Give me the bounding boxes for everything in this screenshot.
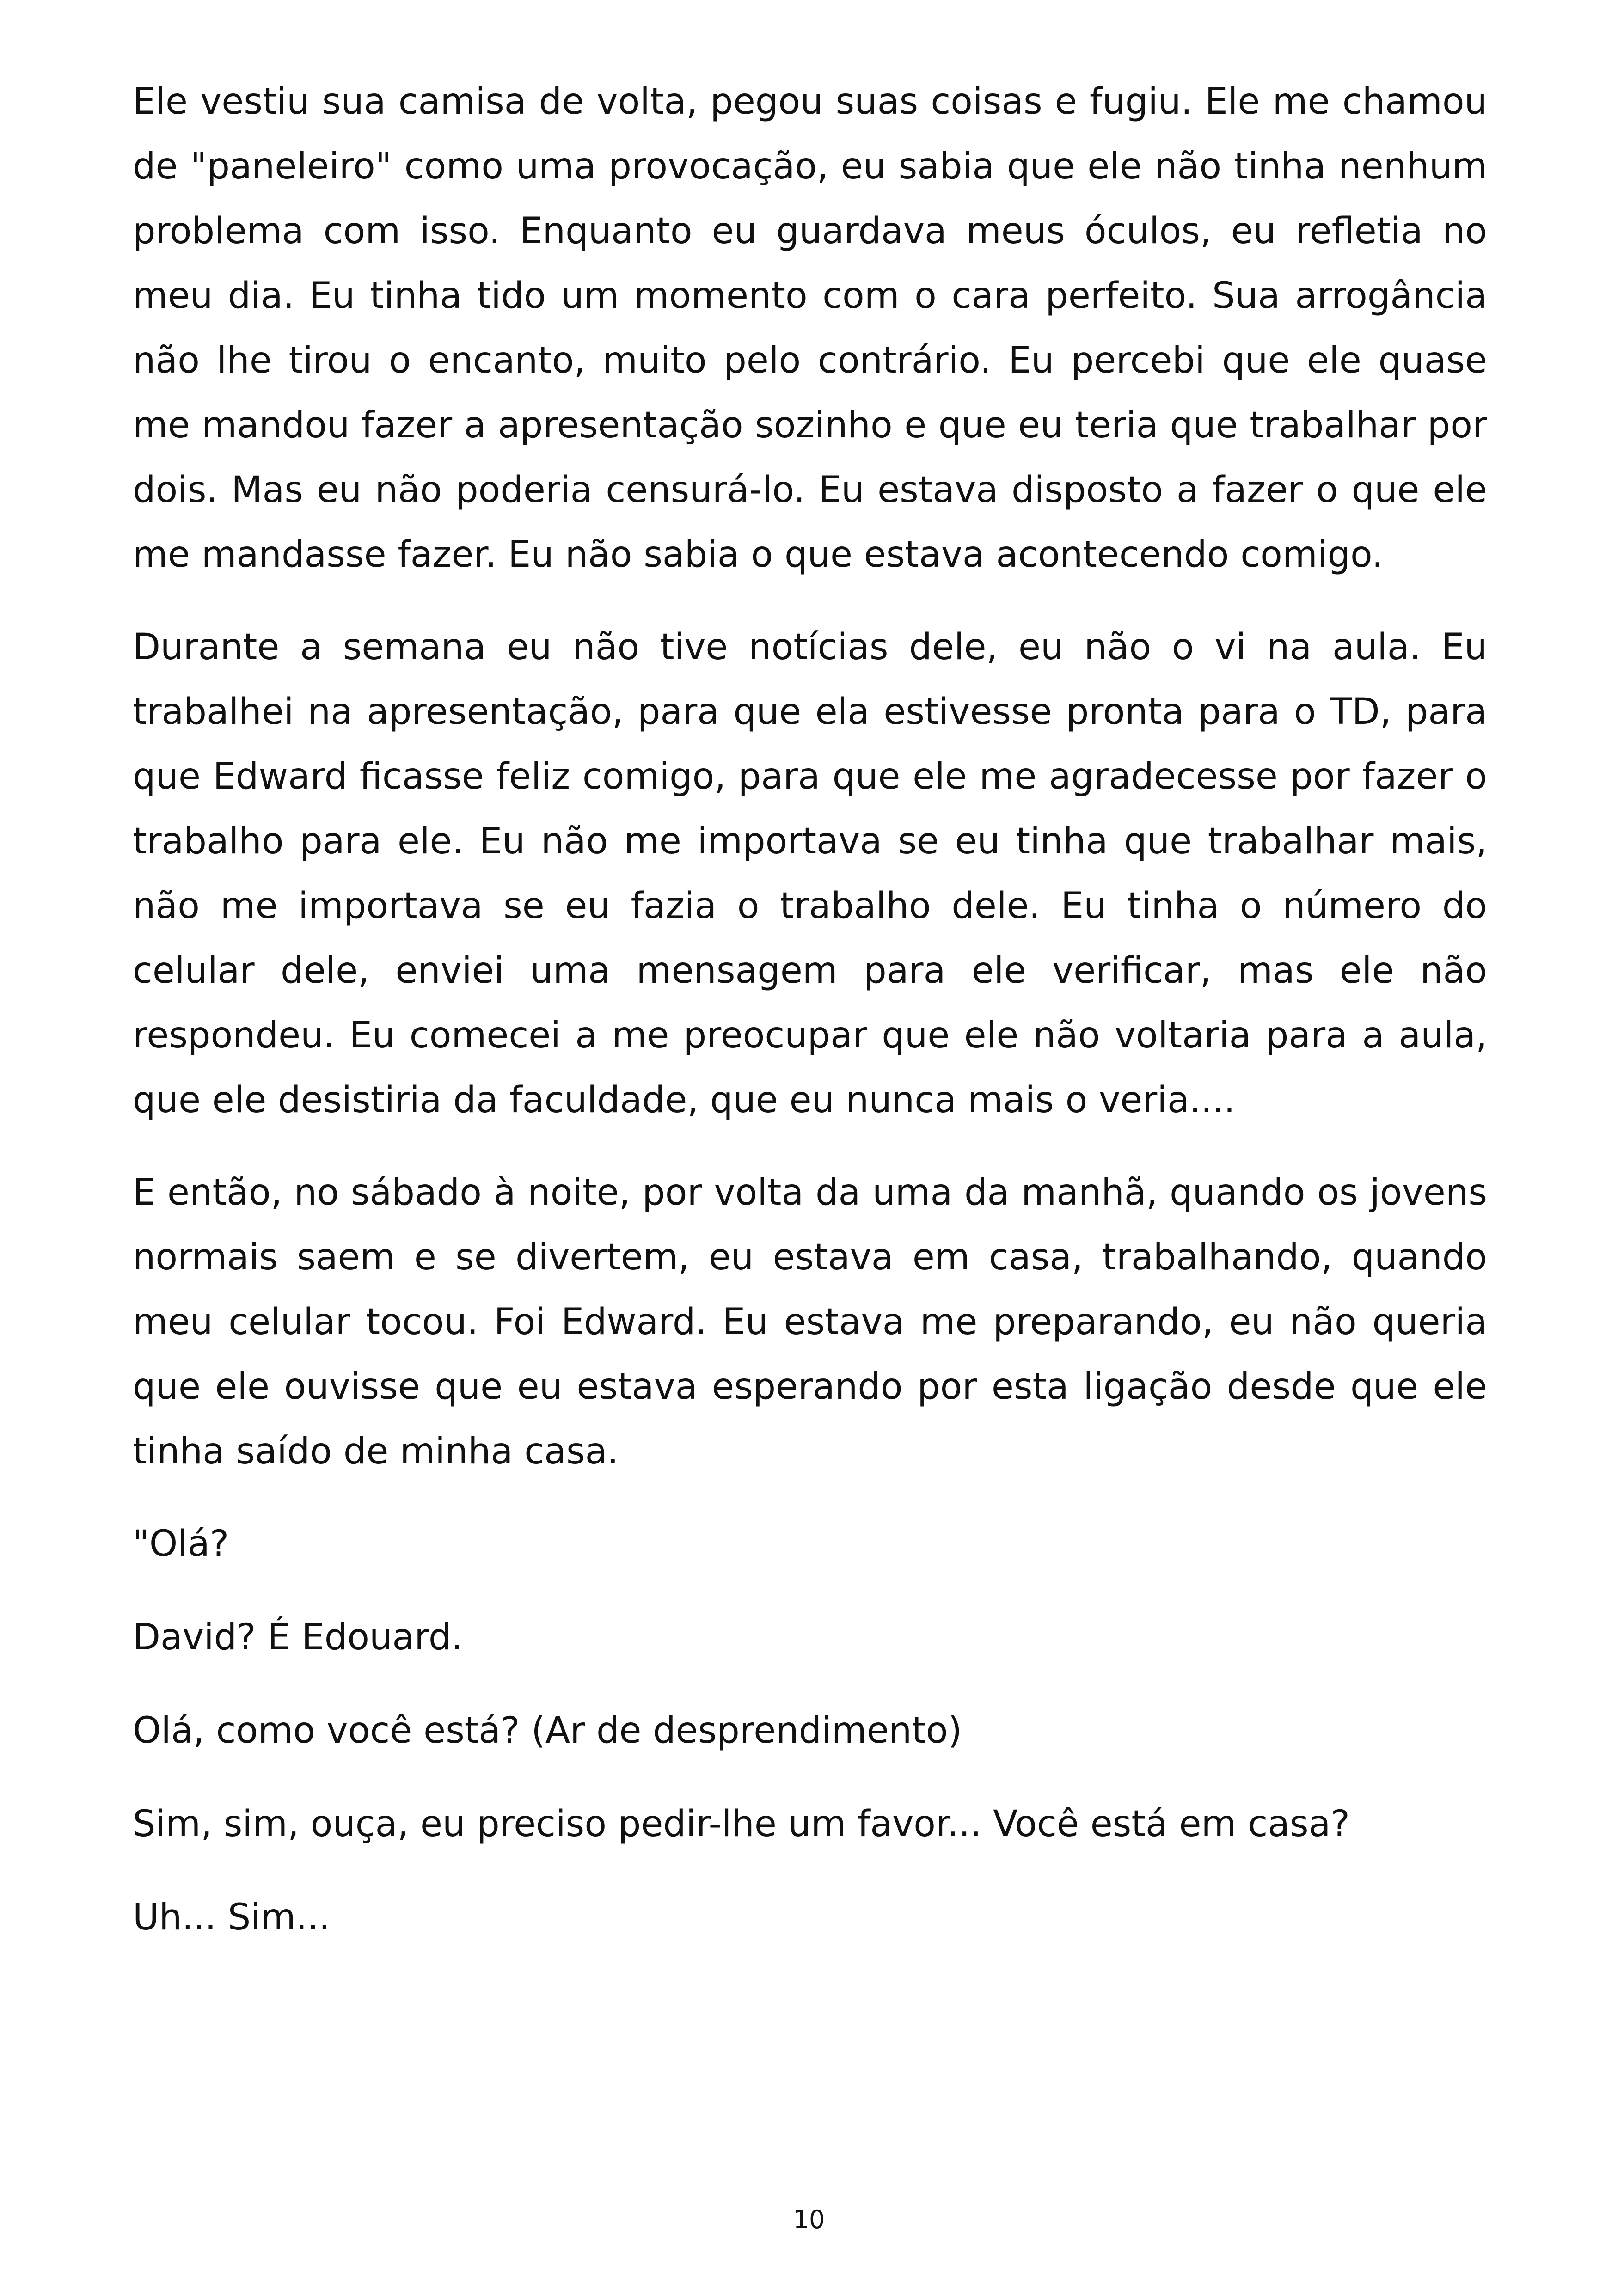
page-number: 10	[793, 2205, 825, 2234]
paragraph-2: Durante a semana eu não tive notícias dele, eu não o vi na aula. Eu trabalhei na apresentação, para que ela estivesse pronta para o TD, para que Edward ficasse feliz comigo, para que ele me agradecesse por fazer o trabalho para ele. Eu não me importava se eu tinha que trabalhar mais, não me importava se eu fazia o trabalho dele. Eu tinha o número do celular dele, enviei uma mensagem para ele verificar, mas ele não respondeu. Eu comecei a me preocupar que ele não voltaria para a aula, que ele desistiria da faculdade, que eu nunca mais o veria....	[133, 626, 1487, 1121]
dialogue-line-2: David? É Edouard.	[133, 1616, 463, 1658]
paragraph-3: E então, no sábado à noite, por volta da uma da manhã, quando os jovens normais saem e se divertem, eu estava em casa, trabalhando, quando meu celular tocou. Foi Edward. Eu estava me preparando, eu não queria que ele ouvisse que eu estava esperando por esta ligação desde que ele tinha saído de minha casa.	[133, 1172, 1487, 1472]
body-text	[133, 69, 1487, 1978]
dialogue-line-3: Olá, como você está? (Ar de desprendimento)	[133, 1710, 962, 1751]
dialogue-line-1: "Olá?	[133, 1523, 229, 1565]
dialogue-line-4: Sim, sim, ouça, eu preciso pedir-lhe um favor... Você está em casa?	[133, 1803, 1350, 1845]
dialogue-line-5: Uh... Sim...	[133, 1897, 331, 1938]
paragraph-1: Ele vestiu sua camisa de volta, pegou suas coisas e fugiu. Ele me chamou de "paneleiro" como uma provocação, eu sabia que ele não tinha nenhum problema com isso. Enquanto eu guardava meus óculos, eu refletia no meu dia. Eu tinha tido um momento com o cara perfeito. Sua arrogância não lhe tirou o encanto, muito pelo contrário. Eu percebi que ele quase me mandou fazer a apresentação sozinho e que eu teria que trabalhar por dois. Mas eu não poderia censurá-lo. Eu estava disposto a fazer o que ele me mandasse fazer. Eu não sabia o que estava acontecendo comigo.	[133, 81, 1487, 576]
